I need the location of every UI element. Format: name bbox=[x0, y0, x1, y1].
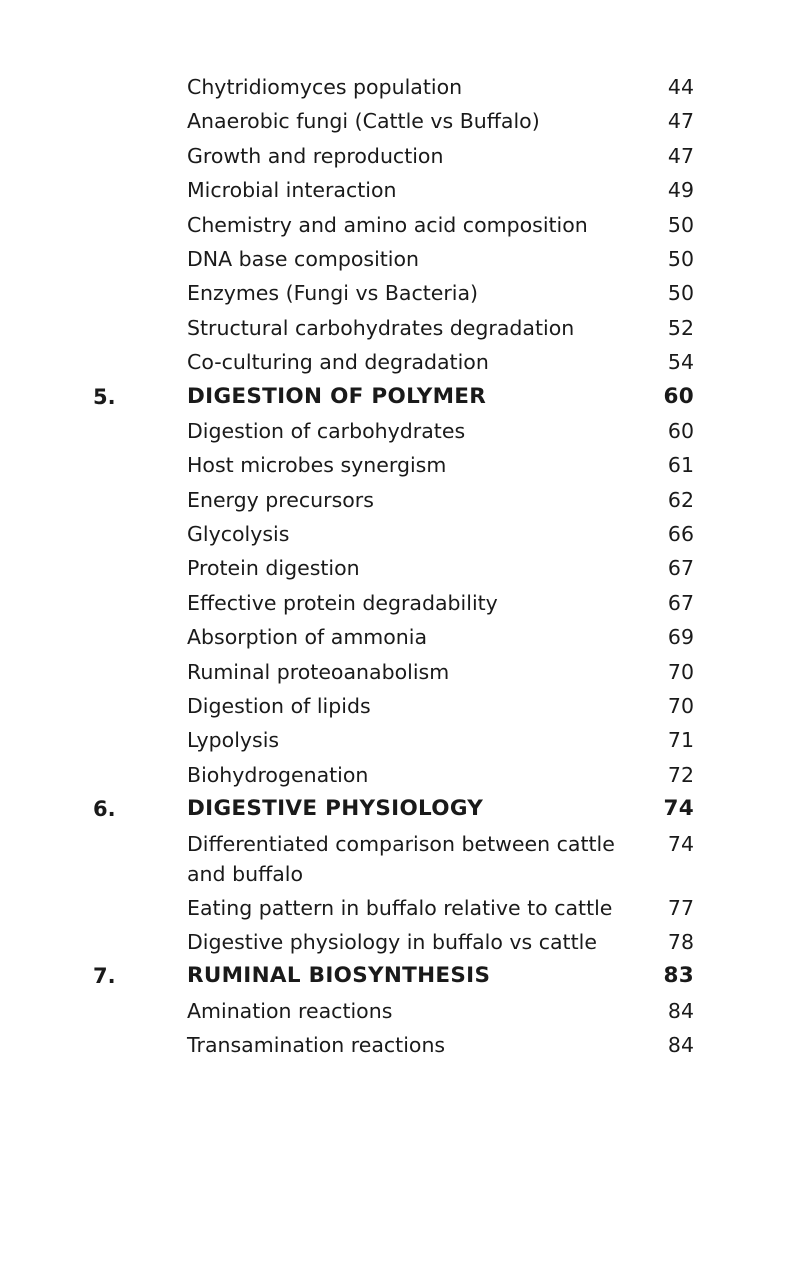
entry-title: Host microbes synergism bbox=[187, 453, 447, 478]
page-number: 77 bbox=[667, 895, 694, 920]
toc-entry bbox=[0, 620, 788, 654]
entry-title: Energy precursors bbox=[187, 487, 374, 512]
toc-entry bbox=[0, 925, 788, 959]
page-number: 67 bbox=[667, 556, 694, 581]
toc-entry bbox=[0, 689, 788, 723]
page-number: 54 bbox=[667, 350, 694, 375]
toc-entry bbox=[0, 345, 788, 379]
chapter-title: DIGESTIVE PHYSIOLOGY bbox=[187, 796, 484, 822]
chapter-number: 7. bbox=[93, 964, 116, 989]
entry-title: Microbial interaction bbox=[187, 178, 397, 203]
entry-title: Digestion of carbohydrates bbox=[187, 418, 466, 443]
entry-title: Growth and reproduction bbox=[187, 143, 444, 168]
page-number: 50 bbox=[667, 212, 694, 237]
entry-title: Anaerobic fungi (Cattle vs Buffalo) bbox=[187, 109, 540, 134]
toc-entry bbox=[0, 139, 788, 173]
toc-entry bbox=[0, 1028, 788, 1062]
toc-entry bbox=[0, 70, 788, 104]
entry-title: Effective protein degradability bbox=[187, 590, 498, 615]
toc-entry bbox=[0, 208, 788, 242]
page-number: 61 bbox=[667, 453, 694, 478]
page-number: 67 bbox=[667, 590, 694, 615]
entry-title: Enzymes (Fungi vs Bacteria) bbox=[187, 281, 479, 306]
entry-title: Chemistry and amino acid composition bbox=[187, 212, 588, 237]
chapter-row bbox=[0, 792, 788, 826]
entry-title: Lypolysis bbox=[187, 728, 280, 753]
chapter-row bbox=[0, 959, 788, 993]
page-number: 44 bbox=[667, 75, 694, 99]
entry-title: Eating pattern in buffalo relative to cattle bbox=[187, 895, 613, 920]
page-number: 83 bbox=[663, 963, 694, 989]
toc-entry bbox=[0, 311, 788, 345]
page-number: 70 bbox=[667, 659, 694, 684]
chapter-number: 5. bbox=[93, 384, 116, 409]
toc-entry bbox=[0, 242, 788, 276]
entry-title: DNA base composition bbox=[187, 246, 420, 271]
page-number: 69 bbox=[667, 625, 694, 650]
toc-entry bbox=[0, 827, 788, 891]
toc-entry bbox=[0, 448, 788, 482]
entry-title: Absorption of ammonia bbox=[187, 625, 428, 650]
page-number: 74 bbox=[667, 831, 694, 856]
chapter-row bbox=[0, 380, 788, 414]
chapter-title: RUMINAL BIOSYNTHESIS bbox=[187, 963, 491, 989]
page-number: 50 bbox=[667, 246, 694, 271]
page-number: 62 bbox=[667, 487, 694, 512]
entry-title: Co-culturing and degradation bbox=[187, 350, 489, 375]
page-number: 78 bbox=[667, 929, 694, 954]
page-number: 60 bbox=[663, 383, 694, 409]
toc-entry bbox=[0, 586, 788, 620]
entry-title: Digestive physiology in buffalo vs cattle bbox=[187, 929, 597, 954]
toc-entry bbox=[0, 891, 788, 925]
page-number: 66 bbox=[667, 522, 694, 547]
page-number: 72 bbox=[667, 762, 694, 787]
toc-entry bbox=[0, 173, 788, 207]
toc-entry bbox=[0, 723, 788, 757]
page-number: 74 bbox=[663, 796, 694, 822]
entry-title: Digestion of lipids bbox=[187, 694, 371, 719]
entry-title: Biohydrogenation bbox=[187, 762, 369, 787]
entry-title: Chytridiomyces population bbox=[187, 75, 463, 99]
entry-title: Protein digestion bbox=[187, 556, 360, 581]
page-number: 52 bbox=[667, 315, 694, 340]
page-number: 47 bbox=[667, 109, 694, 134]
page-number: 84 bbox=[667, 1033, 694, 1058]
toc-entry bbox=[0, 104, 788, 138]
entry-title: Structural carbohydrates degradation bbox=[187, 315, 575, 340]
chapter-number: 6. bbox=[93, 797, 116, 822]
toc-entry bbox=[0, 758, 788, 792]
entry-title: Ruminal proteoanabolism bbox=[187, 659, 450, 684]
entry-title: Amination reactions bbox=[187, 998, 393, 1023]
page-number: 49 bbox=[667, 178, 694, 203]
toc-entry bbox=[0, 483, 788, 517]
entry-title: Differentiated comparison between cattle and buffalo bbox=[187, 831, 615, 886]
entry-title: Glycolysis bbox=[187, 522, 290, 547]
toc-entry bbox=[0, 994, 788, 1028]
page-number: 71 bbox=[667, 728, 694, 753]
page-number: 50 bbox=[667, 281, 694, 306]
page-number: 60 bbox=[667, 418, 694, 443]
page-number: 47 bbox=[667, 143, 694, 168]
entry-title: Transamination reactions bbox=[187, 1033, 446, 1058]
toc-entry bbox=[0, 655, 788, 689]
chapter-title: DIGESTION OF POLYMER bbox=[187, 383, 487, 409]
page-number: 70 bbox=[667, 694, 694, 719]
toc-entry bbox=[0, 276, 788, 310]
page-number: 84 bbox=[667, 998, 694, 1023]
table-of-contents bbox=[0, 70, 788, 1063]
toc-entry bbox=[0, 414, 788, 448]
toc-entry bbox=[0, 517, 788, 551]
toc-entry bbox=[0, 551, 788, 585]
